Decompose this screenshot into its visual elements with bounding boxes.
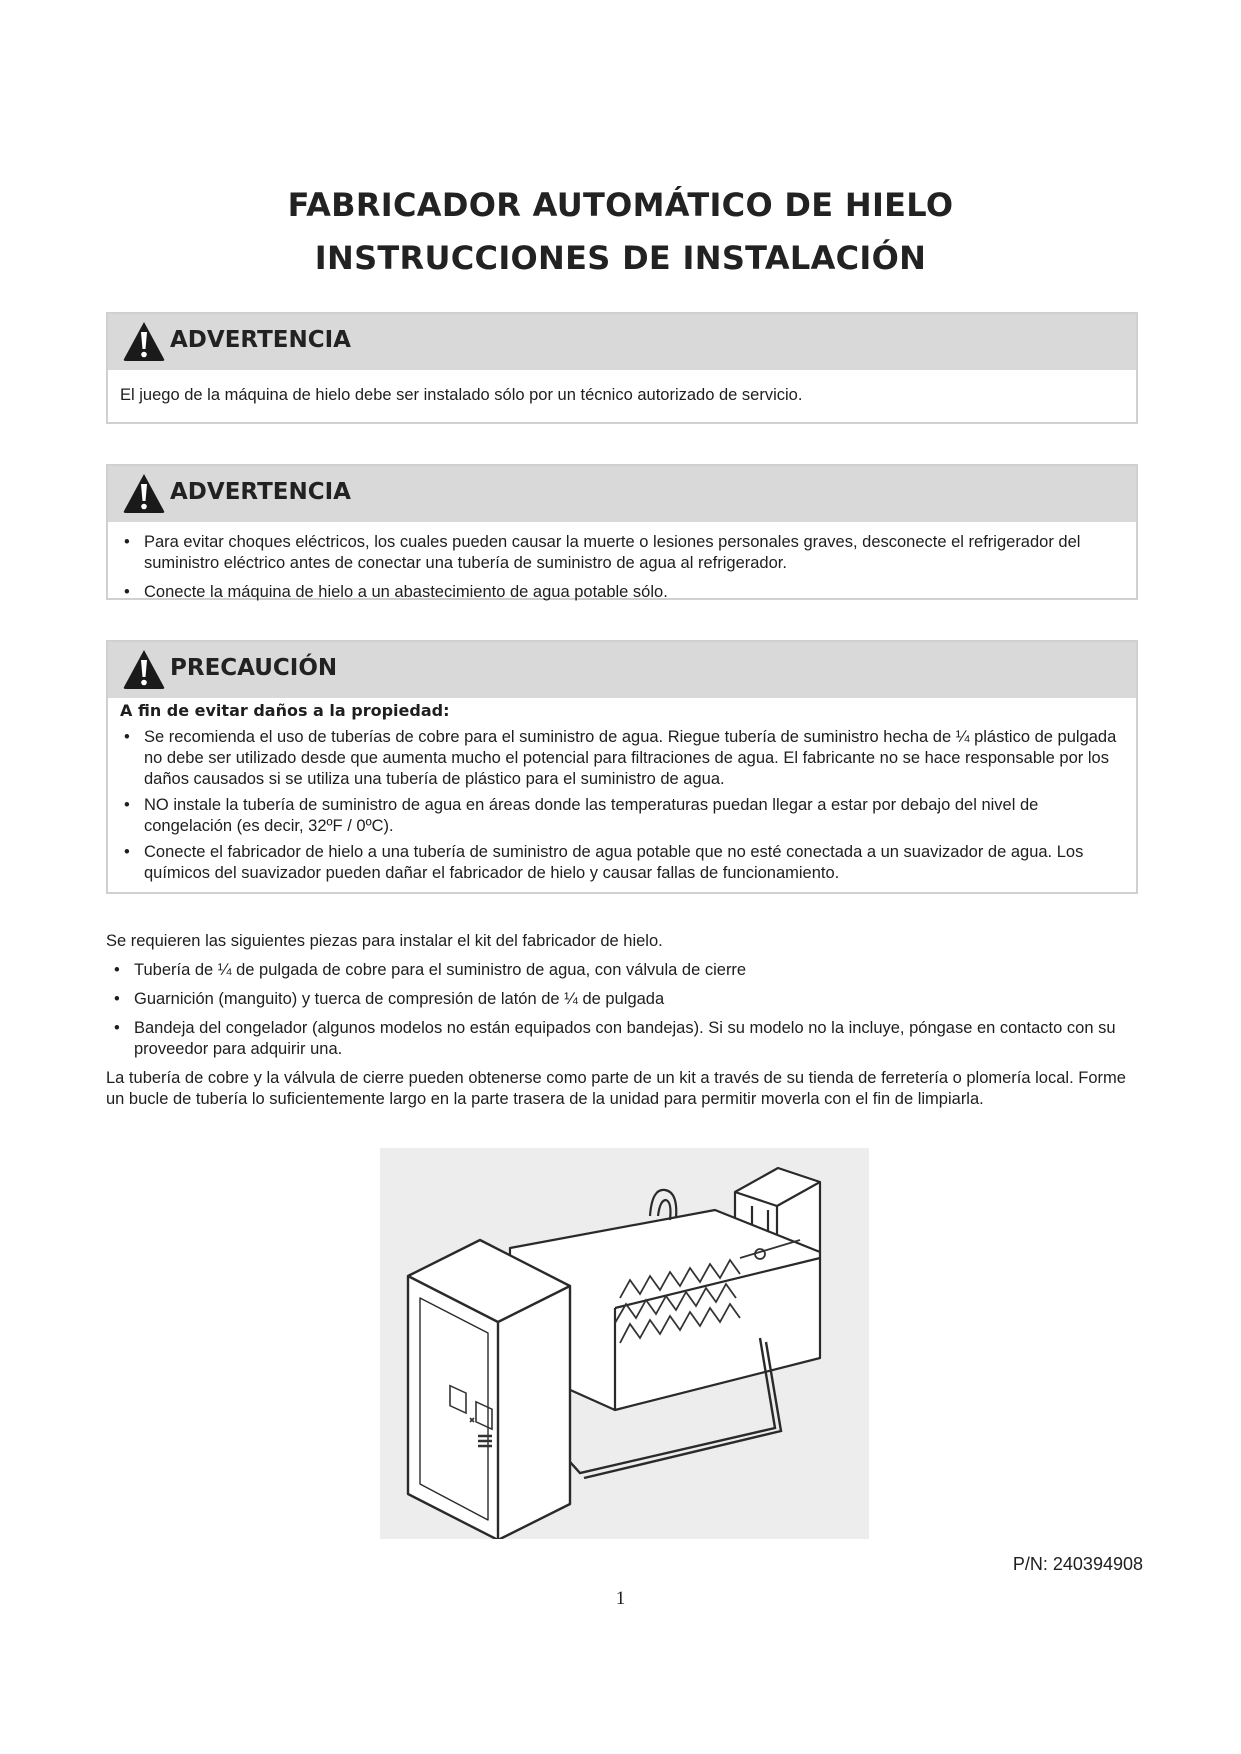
list-item: • Conecte la máquina de hielo a un abastecimiento de agua potable sólo. [120, 582, 1124, 603]
part-number: P/N: 240394908 [1012, 1554, 1143, 1574]
list-item: • Bandeja del congelador (algunos modelos no están equipados con bandejas). Si su modelo no la incluye, póngase en contacto con su proveedor para adquirir una. [106, 1018, 1140, 1060]
warning-header [108, 466, 1136, 522]
list-item: • Tubería de ¼ de pulgada de cobre para el suministro de agua, con válvula de cierre [106, 960, 1140, 981]
warning-body [108, 370, 1136, 406]
page-number: 1 [615, 1588, 626, 1609]
page-title-line-2: INSTRUCCIONES DE INSTALACIÓN [314, 239, 927, 277]
icemaker-illustration-icon [380, 1148, 869, 1539]
page-title-line-1: FABRICADOR AUTOMÁTICO DE HIELO [287, 186, 954, 224]
parts-note: La tubería de cobre y la válvula de cierre pueden obtenerse como parte de un kit a través de su tienda de ferretería o plomería local. Forme un bucle de tubería lo suficientemente largo en la parte trasera de la unidad para permitir moverla con el fin de limpiarla. [106, 1069, 1126, 1108]
warning-header [108, 314, 1136, 370]
caution-header [108, 642, 1136, 698]
warning-body [108, 522, 1136, 603]
list-item: • Conecte el fabricador de hielo a una tubería de suministro de agua potable que no esté conectada a un suavizador de agua. Los químicos del suavizador pueden dañar el fabricador de hielo y causar fallas de funcionamiento. [120, 842, 1124, 884]
warning-list [120, 532, 1124, 603]
warning-box-2 [106, 464, 1138, 600]
required-parts-section [106, 931, 1140, 1110]
warning-heading: ADVERTENCIA [170, 479, 351, 505]
parts-list [106, 960, 1140, 1060]
warning-text: El juego de la máquina de hielo debe ser instalado sólo por un técnico autorizado de servicio. [120, 386, 803, 404]
caution-heading: PRECAUCIÓN [170, 655, 338, 681]
icemaker-figure [380, 1148, 869, 1539]
warning-heading: ADVERTENCIA [170, 327, 351, 353]
list-item: • NO instale la tubería de suministro de agua en áreas donde las temperaturas puedan llegar a estar por debajo del nivel de congelación (es decir, 32ºF / 0ºC). [120, 795, 1124, 837]
warning-triangle-icon [122, 472, 166, 514]
caution-subtitle: A fin de evitar daños a la propiedad: [120, 701, 450, 720]
warning-triangle-icon [122, 648, 166, 690]
list-item: • Guarnición (manguito) y tuerca de compresión de latón de ¼ de pulgada [106, 989, 1140, 1010]
list-item: • Para evitar choques eléctricos, los cuales pueden causar la muerte o lesiones personales graves, desconecte el refrigerador del suministro eléctrico antes de conectar una tubería de suministro de agua al refrigerador. [120, 532, 1124, 574]
caution-list [120, 727, 1124, 884]
list-item: • Se recomienda el uso de tuberías de cobre para el suministro de agua. Riegue tubería de suministro hecha de ¼ plástico de pulgada no debe ser utilizado desde que aumenta mucho el potencial para filtraciones de agua. El fabricante no se hace responsable por los daños causados si se utiliza una tubería de plástico para el suministro de agua. [120, 727, 1124, 790]
warning-box-1 [106, 312, 1138, 424]
parts-intro: Se requieren las siguientes piezas para instalar el kit del fabricador de hielo. [106, 932, 663, 950]
warning-triangle-icon [122, 320, 166, 362]
caution-body [108, 698, 1136, 884]
caution-box [106, 640, 1138, 894]
